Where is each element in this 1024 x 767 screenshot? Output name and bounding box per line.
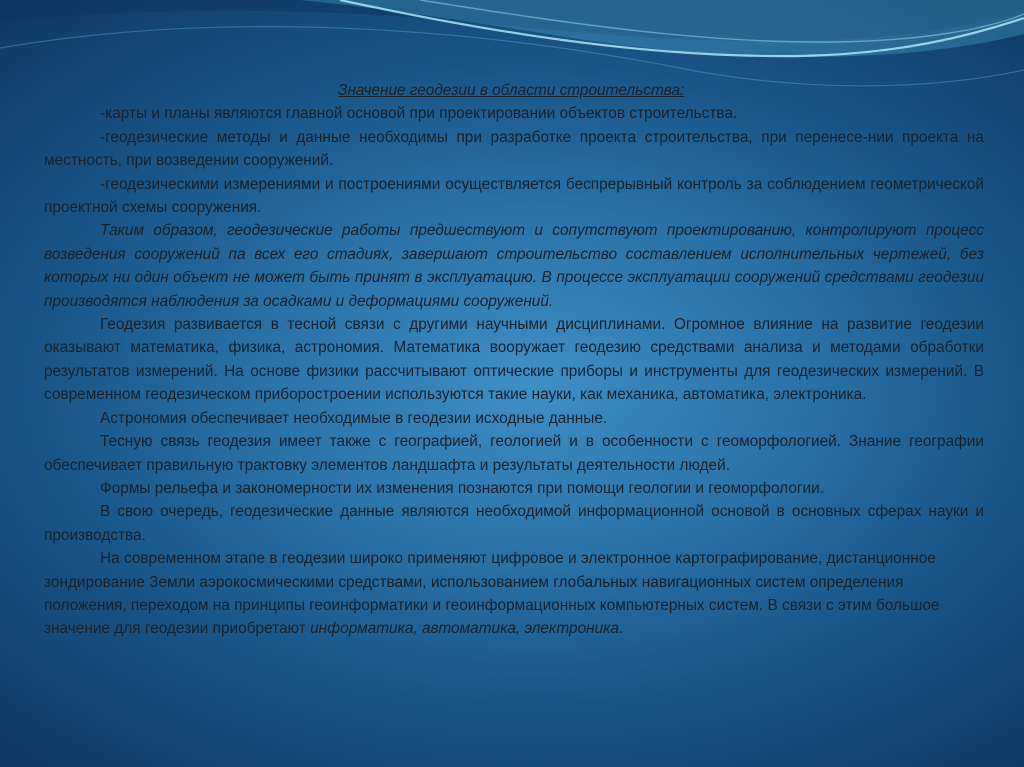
paragraph-measurements: -геодезическими измерениями и построениями осуществляется беспрерывный контроль за соблюдением геометрической проектной схемы сооружения.: [44, 175, 984, 217]
slide-text-body: [44, 79, 984, 641]
paragraph-relief: Формы рельефа и закономерности их изменения познаются при помощи геологии и геоморфологии.: [100, 479, 824, 497]
closing-terms: информатика, автоматика, электроника: [310, 620, 619, 638]
paragraph-information-basis: В свою очередь, геодезические данные являются необходимой информационной основой в основных сферах науки и производства.: [44, 503, 984, 544]
slide-title: [44, 79, 984, 102]
closing-period: .: [619, 620, 624, 638]
slide-title-text: Значение геодезии в области строительства: [338, 82, 681, 99]
paragraph-related-sciences: Геодезия развивается в тесной связи с другими научными дисциплинами. Огромное влияние на развитие геодезии оказывают математика, физика, астрономия. Математика вооружает геодезию средствами анализа и методами обработки результатов измерений. На основе физики рассчитывают оптические приборы и инструменты для геодезических измерений. В современном геодезическом приборостроении используются такие науки, как механика, автоматика, электроника.: [44, 316, 984, 404]
paragraph-methods: -геодезические методы и данные необходимы при разработке проекта строительства, при перенесе-нии проекта на местность, при возведении сооружений.: [44, 128, 984, 170]
paragraph-astronomy: Астрономия обеспечивает необходимые в геодезии исходные данные.: [100, 409, 608, 427]
paragraph-modern-stage-text: На современном этапе в геодезии широко применяют цифровое и электронное картографирование, дистанционное зондирование Земли аэрокосмическими средствами, использованием глобальных навигационных систем определения положения, переходом на принципы геоинформатики и геоинформационных компьютерных систем. В связи с этим большое значение для геодезии приобретают: [44, 550, 940, 638]
paragraph-geography: Тесную связь геодезия имеет также с географией, геологией и в особенности с геоморфологией. Знание географии обеспечивает правильную трактовку элементов ландшафта и результаты деятельности людей.: [44, 433, 984, 474]
wave-band-light: [300, 0, 1024, 57]
slide-title-colon: :: [680, 82, 685, 99]
paragraph-modern-stage: [44, 547, 984, 641]
paragraph-summary: Таким образом, геодезические работы предшествуют и сопутствуют проектированию, контролируют процесс возведения сооружений па всех его стадиях, завершают строительство составлением исполнительных чертежей, без которых ни один объект не может быть принят в эксплуатацию. В процессе эксплуатации сооружений средствами геодезии производятся наблюдения за осадками и деформациями сооружений.: [44, 222, 984, 310]
paragraph-maps: -карты и планы являются главной основой при проектировании объектов строительства.: [100, 105, 738, 123]
